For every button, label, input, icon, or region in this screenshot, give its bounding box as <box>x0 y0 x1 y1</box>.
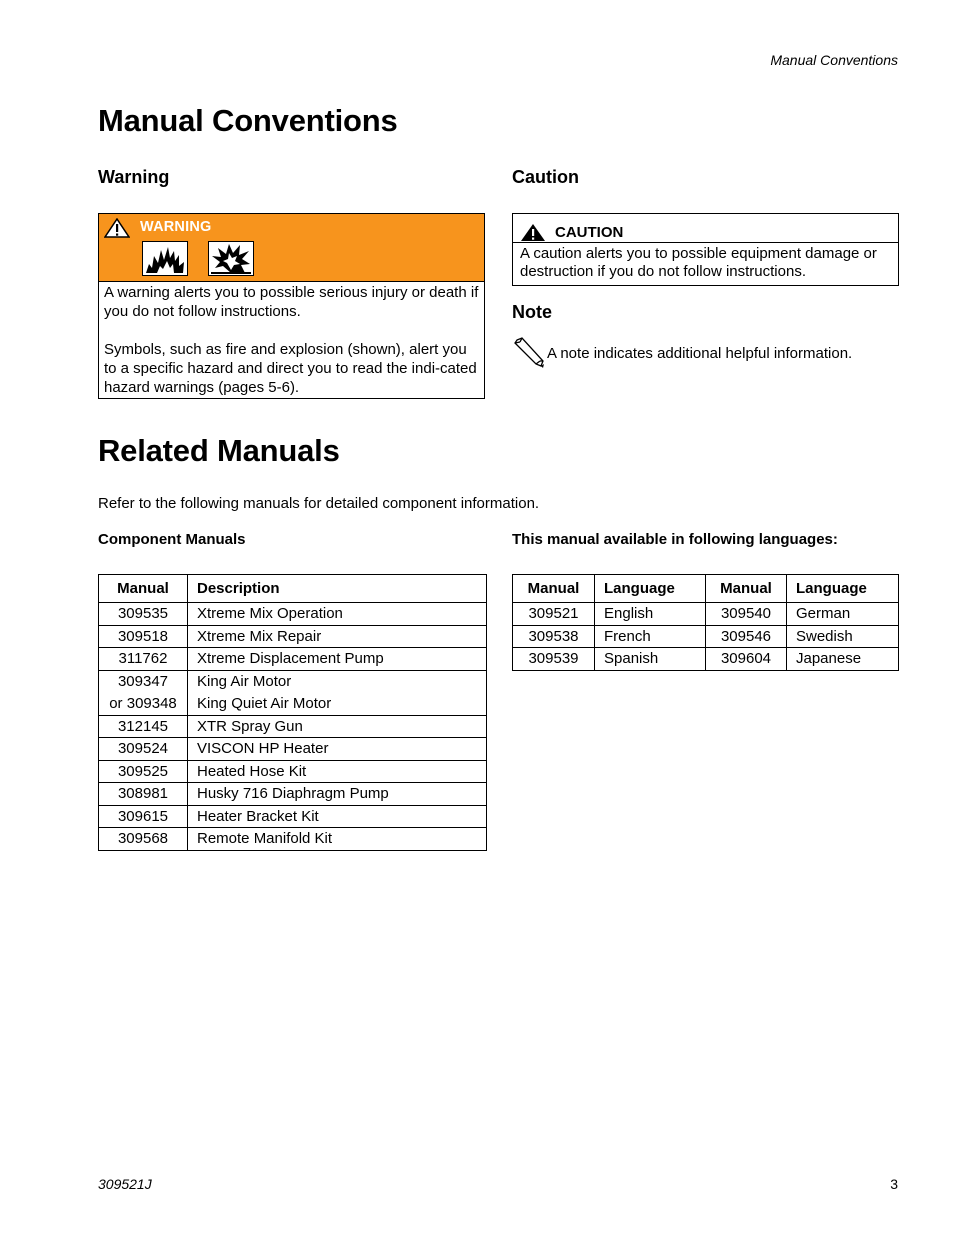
related-manuals-title: Related Manuals <box>98 433 340 468</box>
manual-number: 309540 <box>706 603 787 626</box>
manual-description: XTR Spray Gun <box>188 715 487 738</box>
manual-number: 309535 <box>99 603 188 626</box>
manual-description: VISCON HP Heater <box>188 738 487 761</box>
table-row <box>513 648 899 671</box>
table-row <box>99 805 487 828</box>
table-row <box>99 760 487 783</box>
table-row <box>99 783 487 806</box>
manual-description: Xtreme Mix Repair <box>188 625 487 648</box>
manual-description: Husky 716 Diaphragm Pump <box>188 783 487 806</box>
manual-description <box>188 670 487 715</box>
table-row <box>99 670 487 715</box>
language: French <box>595 625 706 648</box>
manual-number: 309604 <box>706 648 787 671</box>
caution-heading: Caution <box>512 167 579 187</box>
column-header: Manual <box>513 575 595 603</box>
language: Japanese <box>787 648 899 671</box>
languages-table <box>512 574 899 671</box>
warning-header <box>99 214 484 282</box>
warning-triangle-icon <box>520 223 546 242</box>
related-intro: Refer to the following manuals for detailed component information. <box>98 495 540 512</box>
table-row <box>99 715 487 738</box>
warning-text-1: A warning alerts you to possible serious injury or death if you do not follow instructions. <box>104 284 479 320</box>
page-number: 3 <box>890 1176 898 1192</box>
manual-number: 309525 <box>99 760 188 783</box>
manual-description: Xtreme Mix Operation <box>188 603 487 626</box>
table-row <box>99 625 487 648</box>
note-text: A note indicates additional helpful information. <box>547 345 853 362</box>
table-row <box>99 738 487 761</box>
warning-heading: Warning <box>98 167 170 187</box>
note-heading: Note <box>512 302 552 322</box>
manual-number: 309546 <box>706 625 787 648</box>
manual-number: 309524 <box>99 738 188 761</box>
manual-number: 308981 <box>99 783 188 806</box>
pencil-icon <box>513 337 545 369</box>
language: Spanish <box>595 648 706 671</box>
warning-triangle-icon <box>104 218 130 238</box>
manual-number-line: or 309348 <box>109 694 177 712</box>
manual-number <box>99 670 188 715</box>
language: Swedish <box>787 625 899 648</box>
manual-description-line: King Quiet Air Motor <box>197 694 332 712</box>
manual-description: Heater Bracket Kit <box>188 805 487 828</box>
page-title: Manual Conventions <box>98 103 398 138</box>
caution-label: CAUTION <box>555 224 624 241</box>
manual-number: 309521 <box>513 603 595 626</box>
table-row <box>513 625 899 648</box>
warning-text-2: Symbols, such as fire and explosion (shown), alert you to a specific hazard and direct you to read the indi-cated hazard warnings (pages 5-6). <box>104 341 477 396</box>
manual-description: Remote Manifold Kit <box>188 828 487 851</box>
table-row <box>99 648 487 671</box>
running-head: Manual Conventions <box>770 52 898 68</box>
caution-header <box>513 214 898 243</box>
manual-description: Xtreme Displacement Pump <box>188 648 487 671</box>
fire-icon <box>142 241 188 276</box>
manual-number: 309615 <box>99 805 188 828</box>
manual-number: 309518 <box>99 625 188 648</box>
manual-description: Heated Hose Kit <box>188 760 487 783</box>
caution-text: A caution alerts you to possible equipment damage or destruction if you do not follow instructions. <box>520 245 877 280</box>
warning-text <box>104 283 480 397</box>
table-row <box>99 603 487 626</box>
table-row <box>513 603 899 626</box>
component-manuals-caption: Component Manuals <box>98 531 246 548</box>
manual-number: 309539 <box>513 648 595 671</box>
manual-number: 309538 <box>513 625 595 648</box>
document-number: 309521J <box>98 1176 152 1192</box>
caution-box <box>512 213 899 286</box>
languages-caption: This manual available in following languages: <box>512 531 838 548</box>
table-header-row <box>513 575 899 603</box>
column-header: Language <box>787 575 899 603</box>
language: English <box>595 603 706 626</box>
column-header: Language <box>595 575 706 603</box>
explosion-icon <box>208 241 254 276</box>
manual-number: 311762 <box>99 648 188 671</box>
table-row <box>99 828 487 851</box>
component-manuals-table <box>98 574 487 851</box>
column-header: Description <box>188 575 487 603</box>
warning-box <box>98 213 485 399</box>
manual-number: 312145 <box>99 715 188 738</box>
manual-number-line: 309347 <box>117 672 169 690</box>
manual-number: 309568 <box>99 828 188 851</box>
table-header-row <box>99 575 487 603</box>
column-header: Manual <box>99 575 188 603</box>
warning-label: WARNING <box>140 219 212 235</box>
manual-description-line: King Air Motor <box>197 672 292 690</box>
column-header: Manual <box>706 575 787 603</box>
language: German <box>787 603 899 626</box>
